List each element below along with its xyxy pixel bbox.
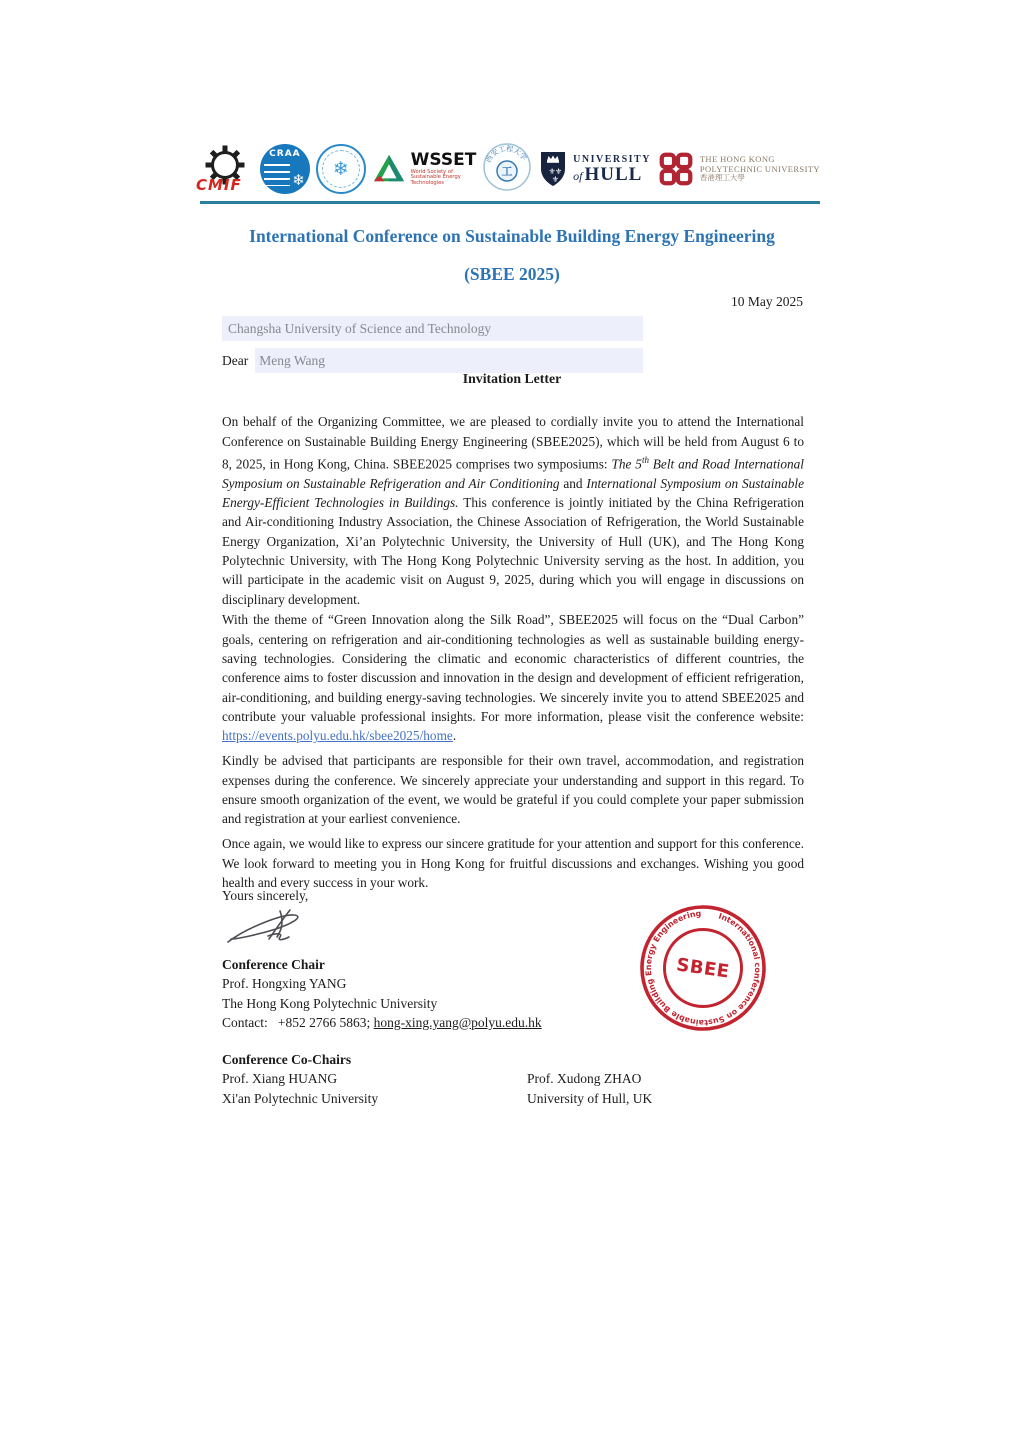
craa-label: CRAA	[269, 149, 301, 159]
craa-logo	[260, 144, 310, 194]
cochairs-title: Conference Co-Chairs	[222, 1052, 352, 1067]
contact-email-link[interactable]: hong-xing.yang@polyu.edu.hk	[373, 1014, 542, 1030]
xpu-seal-logo	[482, 142, 532, 197]
letter-heading: Invitation Letter	[462, 371, 562, 386]
paragraph-gratitude: Once again, we would like to express our sincere gratitude for your attention and support for this conference. We look forward to meeting you in Hong Kong for fruitful discussions and exchanges. Wishing you good health and every success in your work.	[222, 836, 804, 890]
cochair-left-name: Prof. Xiang HUANG	[222, 1071, 338, 1087]
contact-phone: +852 2766 5863;	[277, 1014, 374, 1030]
sbee-stamp	[628, 893, 777, 1042]
stamp-ring-text: International conference on Sustainable Building Energy Engineering	[643, 908, 763, 1028]
polyu-name-line2: POLYTECHNIC UNIVERSITY	[699, 163, 820, 174]
wsset-logo	[372, 149, 477, 186]
hull-logo	[538, 149, 651, 189]
cochairs-block	[222, 1050, 804, 1108]
chair-title: Conference Chair	[222, 957, 325, 972]
p2-text: With the theme of “Green Innovation along the Silk Road”, SBEE2025 will focus on the “Dual Carbon” goals, centering on refrigeration and air-conditioning technologies as well as sustainable building energy-saving technologies. Considering the climatic and economic characteristics of different countries, the conference aims to foster discussion and innovation in the design and development of efficient refrigeration, air-conditioning, and building energy-saving technologies. We sincerely invite you to attend SBEE2025 and contribute your valuable professional insights. For more information, please visit the conference website:	[222, 612, 804, 725]
stamp-icon	[628, 893, 777, 1042]
wsset-subtitle: World Society of Sustainable Energy Technologies	[410, 168, 461, 186]
cochair-right	[527, 1069, 804, 1108]
craa-stripes	[264, 164, 290, 186]
chair-contact-line	[222, 1013, 542, 1032]
recipient-affiliation-field[interactable]: Changsha University of Science and Technology	[222, 316, 643, 341]
p1-and: and	[559, 475, 587, 491]
contact-label: Contact:	[222, 1014, 268, 1030]
logo-bar	[196, 137, 820, 201]
snowflake-icon: ❄	[292, 171, 305, 189]
recipient-name-field[interactable]: Meng Wang	[255, 348, 643, 373]
cochair-right-name: Prof. Xudong ZHAO	[527, 1071, 642, 1087]
cmif-label: CMIF	[196, 176, 242, 194]
cochair-right-affiliation: University of Hull, UK	[527, 1090, 653, 1106]
knot-icon	[657, 150, 695, 188]
hull-of-label: of	[573, 168, 583, 183]
p1-text: On behalf of the Organizing Committee, we are pleased to cordially invite you to attend the International Conference on Sustainable Building Energy Engineering (SBEE2025), which will be held from August 6 to 8, 2025, in Hong Kong, China. SBEE2025 comprises two symposiums:	[222, 414, 804, 472]
p1-symposium2-italic: International Symposium on Sustainable Energy-Efficient Technologies in Buildings.	[222, 475, 805, 511]
signature-scribble	[224, 906, 308, 957]
p1-text-cont: This conference is jointly initiated by the China Refrigeration and Air-conditioning Industry Association, the Chinese Association of Refrigeration, the World Sustainable Energy Organization, Xi’an Polytechnic University, the University of Hull (UK), and The Hong Kong Polytechnic University, with The Hong Kong Polytechnic University serving as the host. In addition, you will participate in the academic visit on August 9, 2025, during which you will engage in discussions on disciplinary development.	[222, 495, 804, 607]
stamp-center-text: SBEE	[675, 954, 731, 983]
refrigeration-association-logo	[316, 144, 366, 194]
svg-text:⚜: ⚜	[551, 175, 560, 184]
cochair-left-affiliation: Xi'an Polytechnic University	[222, 1090, 379, 1106]
svg-text:⚜: ⚜	[555, 167, 563, 176]
conference-website-link[interactable]: https://events.polyu.edu.hk/sbee2025/home	[222, 728, 453, 744]
paragraph-theme	[222, 610, 804, 745]
p1-symposium1-italic-cont: Belt and Road International Symposium on Sustainable Refrigeration and Air Conditioning	[222, 456, 804, 491]
polyu-name-chinese: 香港理工大學	[699, 173, 745, 183]
chair-name: Prof. Hongxing YANG	[222, 976, 347, 992]
wsset-label: WSSET	[410, 149, 477, 170]
chair-affiliation: The Hong Kong Polytechnic University	[222, 995, 438, 1011]
p2-period: .	[452, 728, 457, 744]
letter-date: 10 May 2025	[731, 294, 803, 309]
salutation-row	[222, 348, 643, 373]
cmif-logo	[196, 142, 254, 196]
xpu-ring-text: 西安工程大学	[484, 144, 529, 164]
svg-text:⚜: ⚜	[548, 167, 556, 176]
hull-university-label: UNIVERSITY	[573, 153, 651, 165]
p1-ordinal-sup: th	[641, 454, 649, 465]
hull-name-label: HULL	[584, 163, 643, 185]
p1-symposium1-italic: The 5	[611, 456, 642, 472]
closing-line: Yours sincerely,	[222, 888, 309, 903]
xpu-center-glyph: 工	[501, 164, 513, 178]
chair-block	[222, 955, 542, 1032]
polyu-logo	[657, 150, 820, 188]
signature-icon	[224, 906, 308, 952]
polyu-name-line1: THE HONG KONG	[699, 153, 775, 164]
university-seal-icon	[482, 142, 532, 192]
triangle-icon	[372, 153, 406, 185]
conference-title: International Conference on Sustainable Building Energy Engineering	[249, 226, 775, 246]
header-divider-rule	[200, 201, 820, 204]
cochair-left	[222, 1069, 527, 1108]
paragraph-intro	[222, 412, 804, 609]
snowflake-icon: ❄	[332, 157, 349, 180]
shield-icon	[538, 149, 568, 189]
conference-subtitle: (SBEE 2025)	[464, 264, 560, 284]
salutation-prefix: Dear	[222, 353, 249, 368]
paragraph-expenses: Kindly be advised that participants are responsible for their own travel, accommodation, and registration expenses during the conference. We sincerely appreciate your understanding and support in this regard. To ensure smooth organization of the event, we would be grateful if you could complete your paper submission and registration at your earliest convenience.	[222, 753, 804, 827]
